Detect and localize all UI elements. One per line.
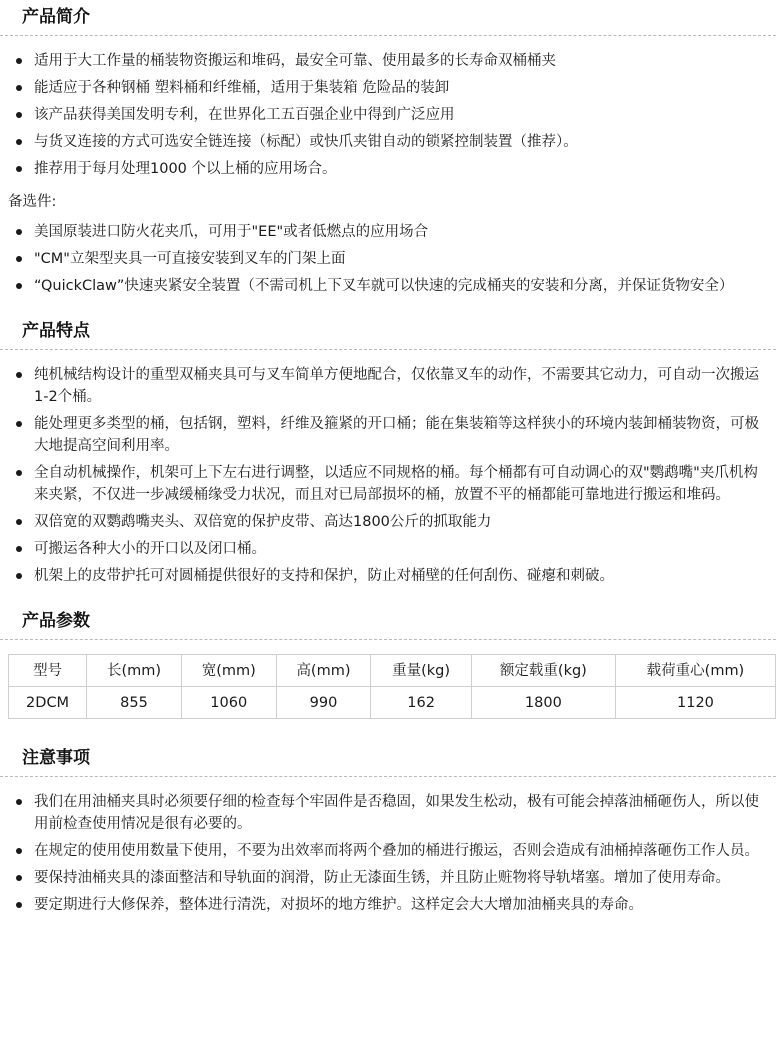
features-heading: 产品特点 (0, 314, 776, 350)
list-item: “QuickClaw”快速夹紧安全装置（不需司机上下叉车就可以快速的完成桶夹的安装和分离，并保证货物安全） (14, 275, 770, 297)
table-header-cell: 额定载重(kg) (471, 655, 615, 687)
list-item: 机架上的皮带护托可对圆桶提供很好的支持和保护，防止对桶壁的任何刮伤、碰瘪和刺破。 (14, 565, 770, 587)
list-item: 要定期进行大修保养，整体进行清洗，对损坏的地方维护。这样定会大大增加油桶夹具的寿命。 (14, 894, 770, 916)
list-item: 双倍宽的双鹦鹉嘴夹头、双倍宽的保护皮带、高达1800公斤的抓取能力 (14, 511, 770, 533)
list-item: "CM"立架型夹具一可直接安装到叉车的门架上面 (14, 248, 770, 270)
intro-heading: 产品简介 (0, 0, 776, 36)
params-heading: 产品参数 (0, 604, 776, 640)
table-cell: 990 (276, 687, 371, 719)
table-cell: 1060 (181, 687, 276, 719)
table-header-cell: 高(mm) (276, 655, 371, 687)
table-cell: 1800 (471, 687, 615, 719)
table-cell: 855 (87, 687, 182, 719)
table-header-cell: 宽(mm) (181, 655, 276, 687)
table-header-cell: 长(mm) (87, 655, 182, 687)
table-header-cell: 载荷重心(mm) (615, 655, 775, 687)
list-item: 与货叉连接的方式可选安全链连接（标配）或快爪夹钳自动的锁紧控制装置（推荐）。 (14, 131, 770, 153)
list-item: 在规定的使用使用数量下使用，不要为出效率而将两个叠加的桶进行搬运，否则会造成有油桶掉落砸伤工作人员。 (14, 840, 770, 862)
list-item: 可搬运各种大小的开口以及闭口桶。 (14, 538, 770, 560)
list-item: 该产品获得美国发明专利，在世界化工五百强企业中得到广泛应用 (14, 104, 770, 126)
list-item: 我们在用油桶夹具时必须要仔细的检查每个牢固件是否稳固，如果发生松动，极有可能会掉落油桶砸伤人，所以使用前检查使用情况是很有必要的。 (14, 791, 770, 835)
options-label: 备选件: (8, 194, 57, 210)
table-cell: 162 (371, 687, 472, 719)
notes-list (0, 791, 776, 916)
notes-heading: 注意事项 (0, 741, 776, 777)
list-item: 推荐用于每月处理1000 个以上桶的应用场合。 (14, 158, 770, 180)
list-item: 能处理更多类型的桶，包括钢，塑料，纤维及箍紧的开口桶；能在集装箱等这样狭小的环境内装卸桶装物资，可极大地提高空间利用率。 (14, 413, 770, 457)
list-item: 美国原装进口防火花夹爪，可用于"EE"或者低燃点的应用场合 (14, 221, 770, 243)
table-header-cell: 型号 (9, 655, 87, 687)
list-item: 全自动机械操作，机架可上下左右进行调整，以适应不同规格的桶。每个桶都有可自动调心的双"鹦鹉嘴"夹爪机构来夹紧，不仅进一步减缓桶缘受力状况，而且对已局部损坏的桶，放置不平的桶都能可靠地进行搬运和堆码。 (14, 462, 770, 506)
features-list (0, 364, 776, 587)
params-table (8, 654, 776, 719)
table-header-cell: 重量(kg) (371, 655, 472, 687)
list-item: 要保持油桶夹具的漆面整洁和导轨面的润滑，防止无漆面生锈，并且防止赃物将导轨堵塞。增加了使用寿命。 (14, 867, 770, 889)
list-item: 适用于大工作量的桶装物资搬运和堆码，最安全可靠、使用最多的长寿命双桶桶夹 (14, 50, 770, 72)
options-list (0, 221, 776, 297)
table-cell: 1120 (615, 687, 775, 719)
list-item: 纯机械结构设计的重型双桶夹具可与叉车简单方便地配合，仅依靠叉车的动作，不需要其它动力，可自动一次搬运1-2个桶。 (14, 364, 770, 408)
list-item: 能适应于各种钢桶 塑料桶和纤维桶，适用于集装箱 危险品的装卸 (14, 77, 770, 99)
table-header-row (9, 655, 776, 687)
table-row (9, 687, 776, 719)
intro-list (0, 50, 776, 180)
table-cell: 2DCM (9, 687, 87, 719)
